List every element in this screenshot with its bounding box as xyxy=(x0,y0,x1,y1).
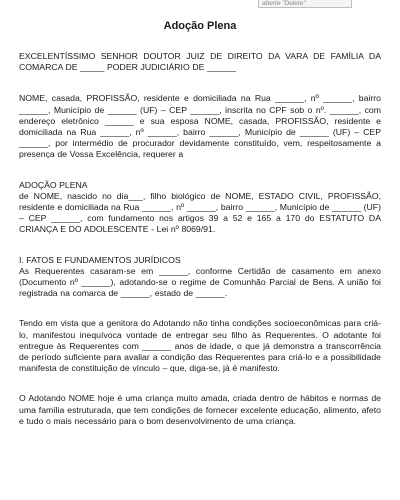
adoptee-paragraph: de NOME, nascido no dia___, filho biológico de NOME, ESTADO CIVIL, PROFISSÃO, residente e domiciliada na Rua ______, nº ______, bairro ______, Município de ______ (UF) – CEP ______, com fundamento nos artigos 39 a 52 e 165 a 170 do ESTATUTO DA CRIANÇA E DO ADOLESCENTE - Lei nº 8069/91. xyxy=(19,190,381,235)
custody-paragraph: Tendo em vista que a genitora do Adotando não tinha condições socioeconômicas para criá-lo, manifestou inequívoca vontade de entregar seu filho às Requerentes. O adotante foi entregue às Requerentes com ______ anos de idade, o que já demonstra a transcorrência de período suficiente para avaliar a condição das Requerentes para criá-lo e a possibilidade manifesta de constituição de vínculo – que, diga-se, já é manifesto. xyxy=(19,318,381,374)
court-address: EXCELENTÍSSIMO SENHOR DOUTOR JUIZ DE DIREITO DA VARA DE FAMÍLIA DA COMARCA DE _____ PODER JUDICIÁRIO DE ______ xyxy=(19,51,381,73)
petitioners-paragraph: NOME, casada, PROFISSÃO, residente e domiciliada na Rua ______, nº ______, bairro ______, Município de ______ (UF) – CEP ______, inscrita no CPF sob o nº. ______, com endereço eletrônico ______ e sua esposa NOME, casada, PROFISSÃO, residente e domiciliada na Rua ______, nº ______, bairro ______, Município de ______ (UF) – CEP ______, por intermédio de procurador devidamente constituído, vem, respeitosamente a presença de Vossa Excelência, requerer a xyxy=(19,93,381,160)
document-title: Adoção Plena xyxy=(163,20,237,32)
marriage-paragraph: As Requerentes casaram-se em ______, conforme Certidão de casamento em anexo (Documento nº ______), adotando-se o regime de Comunhão Parcial de Bens. A união foi registrada na comarca de ______, estado de ______. xyxy=(19,265,381,299)
section-heading: I. FATOS E FUNDAMENTOS JURÍDICOS xyxy=(19,254,181,265)
document-page xyxy=(19,19,381,427)
welfare-paragraph: O Adotando NOME hoje é uma criança muito amada, criada dentro de hábitos e normas de uma família estruturada, que tem condições de fornecer excelente educação, alimento, afeto e tudo o mais necessário para o bom desenvolvimento de uma criança. xyxy=(19,393,381,426)
action-title: ADOÇÃO PLENA xyxy=(19,179,88,190)
delete-hint: aberte "Delete" xyxy=(258,0,352,8)
